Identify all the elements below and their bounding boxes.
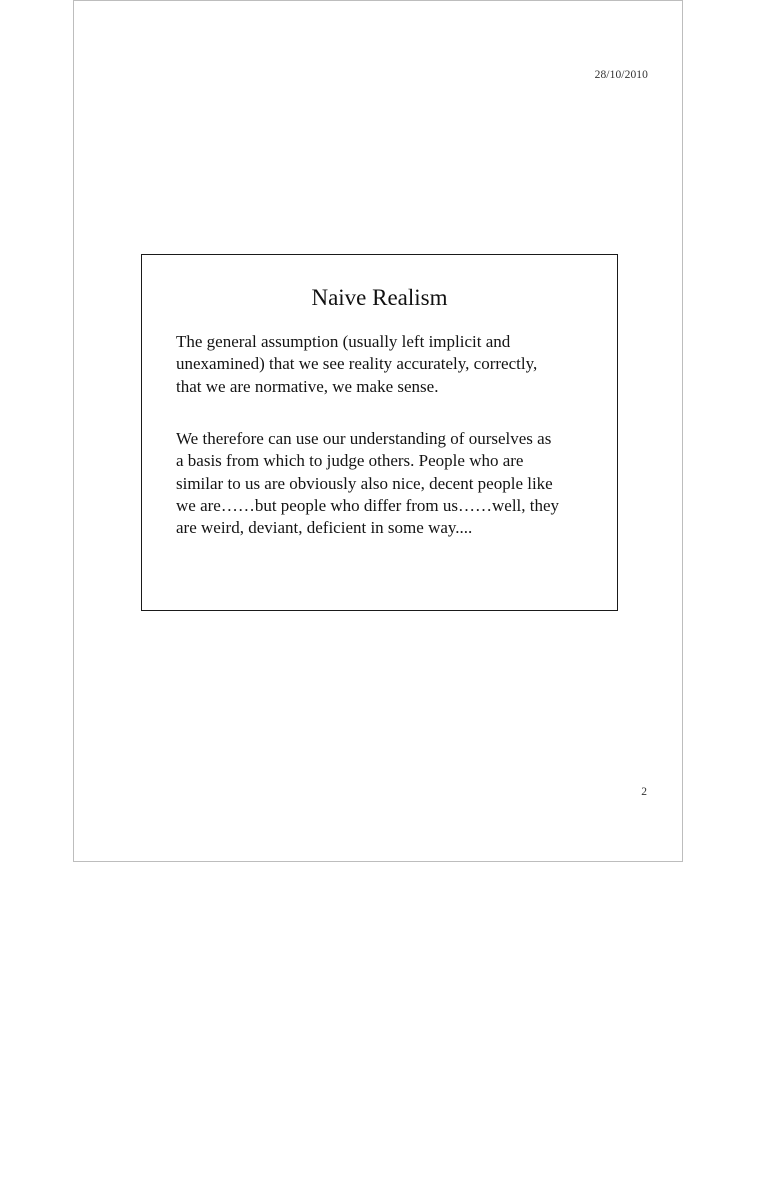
paragraph-line: similar to us are obviously also nice, decent people like bbox=[176, 473, 553, 493]
page-number: 2 bbox=[641, 786, 647, 798]
paragraph-line: We therefore can use our understanding of ourselves as bbox=[176, 429, 552, 448]
slide-paragraph-1 bbox=[176, 331, 606, 398]
paragraph-line: are weird, deviant, deficient in some way.... bbox=[176, 518, 473, 538]
paragraph-line: we are……but people who differ from us……well, they bbox=[176, 495, 560, 515]
paragraph-line: The general assumption (usually left implicit and bbox=[176, 332, 511, 351]
paragraph-line: unexamined) that we see reality accurately, correctly, bbox=[176, 354, 538, 374]
page-date: 28/10/2010 bbox=[594, 69, 648, 81]
slide-frame bbox=[141, 254, 618, 611]
paragraph-line: that we are normative, we make sense. bbox=[176, 376, 439, 396]
slide-paragraph-2 bbox=[176, 428, 606, 539]
paragraph-line: a basis from which to judge others. People who are bbox=[176, 451, 524, 471]
slide-title: Naive Realism bbox=[311, 285, 448, 310]
handout-page bbox=[73, 0, 683, 862]
